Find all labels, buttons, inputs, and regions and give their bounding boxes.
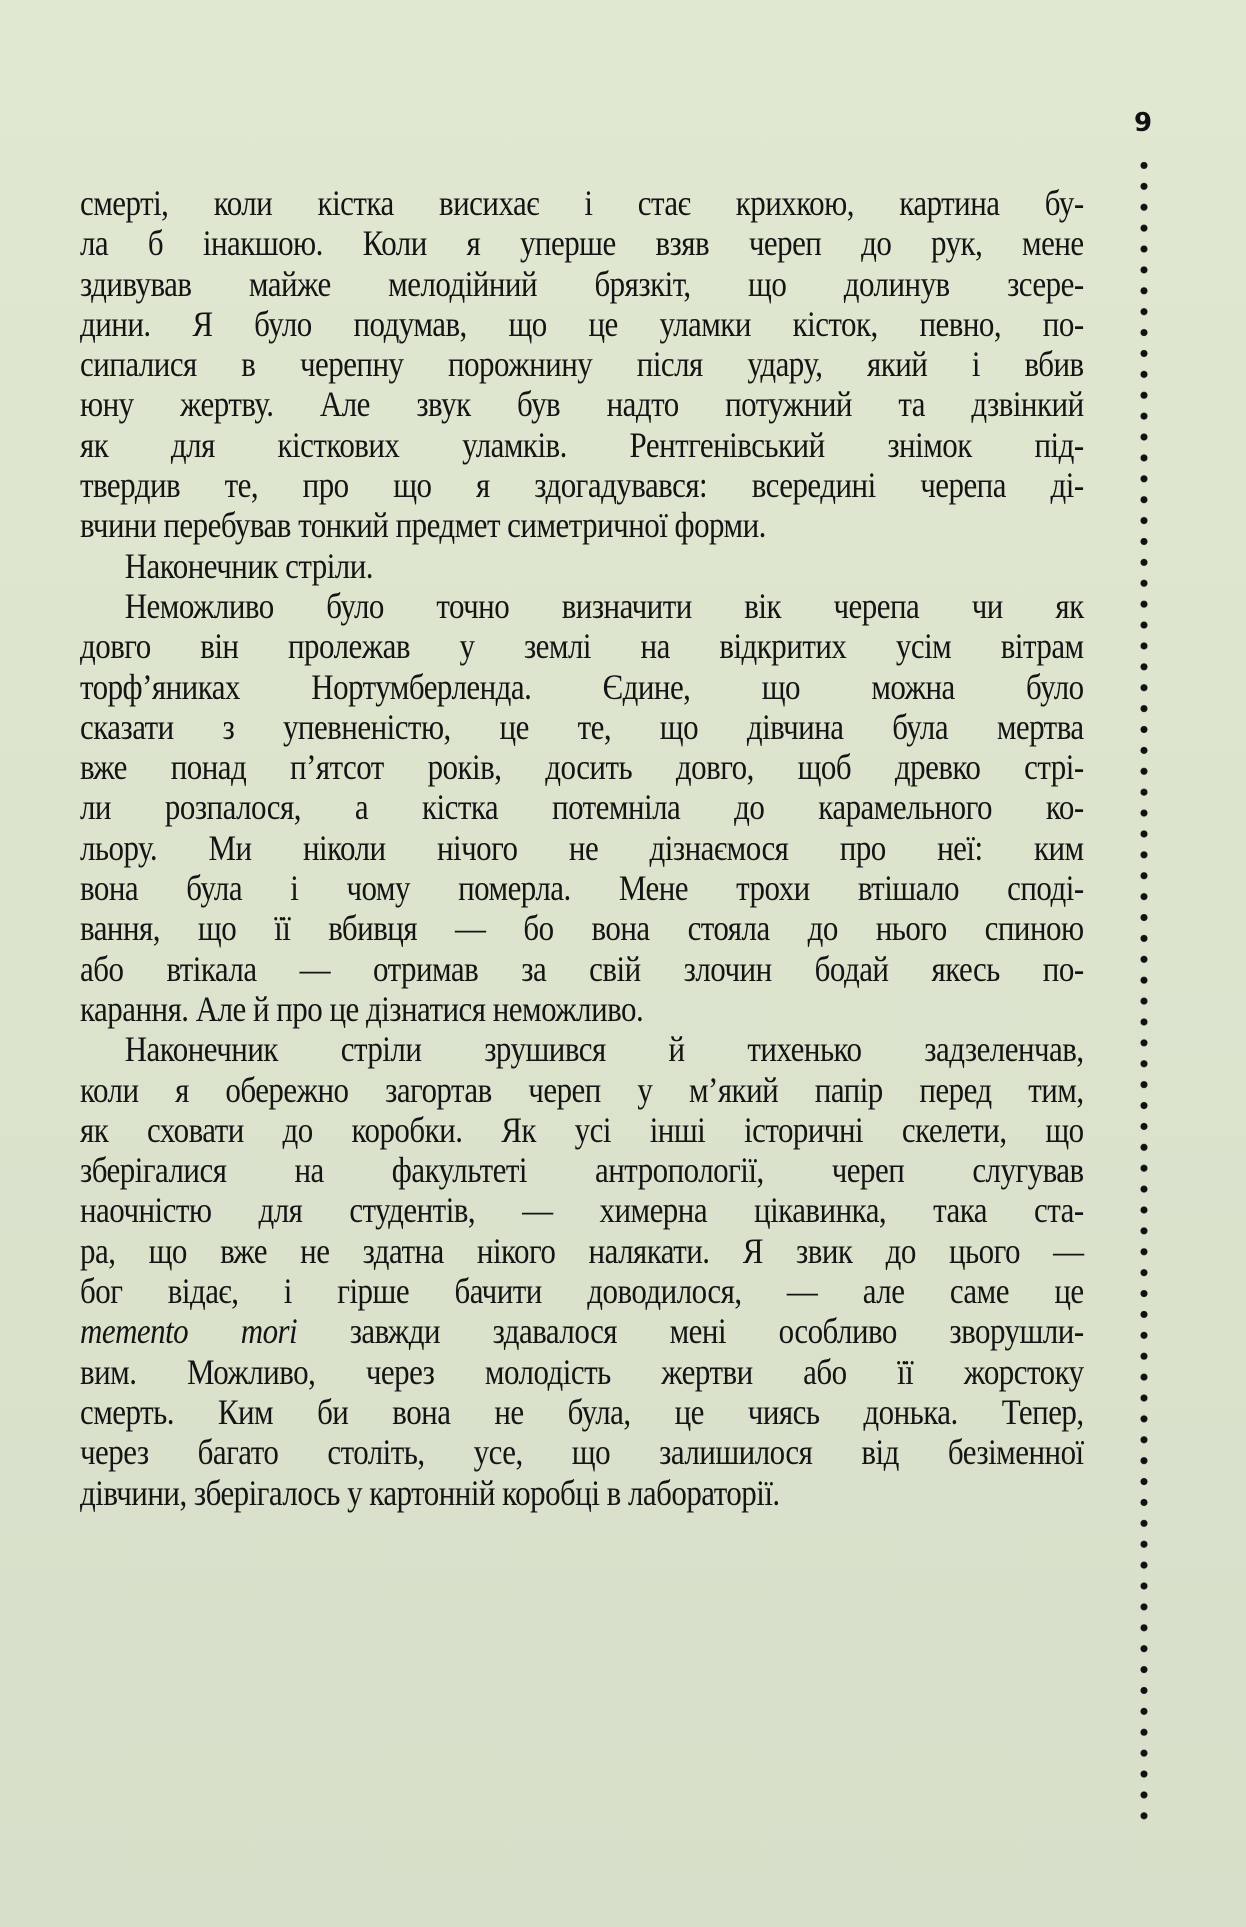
text-line: ра, що вже не здатна нікого налякати. Я звик до цього — [80, 1230, 1084, 1271]
text-line-with-italic [80, 1311, 1084, 1351]
text-line: як для кісткових уламків. Рентгенівський знімок під- [80, 424, 1084, 465]
text-line: смерть. Ким би вона не була, це чиясь донька. Тепер, [80, 1391, 1084, 1432]
paragraph-start-line: Наконечник стріли зрушився й тихенько задзеленчав, [124, 1029, 1084, 1070]
text-line: як сховати до коробки. Як усі інші історичні скелети, що [80, 1109, 1084, 1150]
text-line: дівчини, зберігалось у картонній коробці в лабораторії. [80, 1472, 780, 1513]
text-line: карання. Але й про це дізнатися неможливо. [80, 988, 644, 1029]
text-line: бог відає, і гірше бачити доводилося, — але саме це [80, 1271, 1084, 1312]
text-line: твердив те, про що я здогадувався: всередині черепа ді- [80, 465, 1084, 506]
text-line: сипалися в черепну порожнину після удару, який і вбив [80, 344, 1084, 385]
text-line: або втікала — отримав за свій злочин бодай якесь по- [80, 948, 1084, 989]
text-fragment: завжди здавалося мені особливо зворушли- [297, 1311, 1084, 1352]
dotted-margin-rule [1139, 155, 1149, 1825]
paragraph-start-line: Наконечник стріли. [124, 545, 374, 586]
text-line: коли я обережно загортав череп у м’який папір перед тим, [80, 1069, 1084, 1110]
paragraph-start-line: Неможливо було точно визначити вік черепа чи як [124, 585, 1084, 626]
text-line: дини. Я було подумав, що це уламки кісток, певно, по- [80, 303, 1084, 344]
page-number: 9 [1134, 108, 1153, 138]
body-text [80, 183, 1084, 1513]
text-line: смерті, коли кістка висихає і стає крихкою, картина бу- [80, 183, 1084, 223]
text-line: зберігалися на факультеті антропології, череп слугував [80, 1150, 1084, 1191]
text-line: ла б інакшою. Коли я уперше взяв череп до рук, мене [80, 223, 1084, 264]
text-line: вчини перебував тонкий предмет симетричної форми. [80, 505, 766, 546]
text-line: юну жертву. Але звук був надто потужний та дзвінкий [80, 384, 1084, 425]
text-line: вання, що її вбивця — бо вона стояла до нього спиною [80, 908, 1084, 949]
latin-phrase: memento mori [80, 1311, 298, 1352]
text-line: довго він пролежав у землі на відкритих усім вітрам [80, 626, 1084, 667]
text-line: вже понад п’ятсот років, досить довго, щоб древко стрі- [80, 747, 1084, 788]
text-line: наочністю для студентів, — химерна цікавинка, така ста- [80, 1190, 1084, 1231]
text-line: льору. Ми ніколи нічого не дізнаємося про неї: ким [80, 827, 1084, 868]
text-line: здивував майже мелодійний брязкіт, що долинув зсере- [80, 263, 1084, 304]
text-line: вона була і чому померла. Мене трохи втішало споді- [80, 868, 1084, 909]
text-line: вим. Можливо, через молодість жертви або її жорстоку [80, 1351, 1084, 1392]
text-line: торф’яниках Нортумберленда. Єдине, що можна було [80, 666, 1084, 707]
text-line: через багато століть, усе, що залишилося від безіменної [80, 1432, 1084, 1473]
text-line: сказати з упевненістю, це те, що дівчина була мертва [80, 706, 1084, 747]
text-line: ли розпалося, а кістка потемніла до карамельного ко- [80, 787, 1084, 828]
